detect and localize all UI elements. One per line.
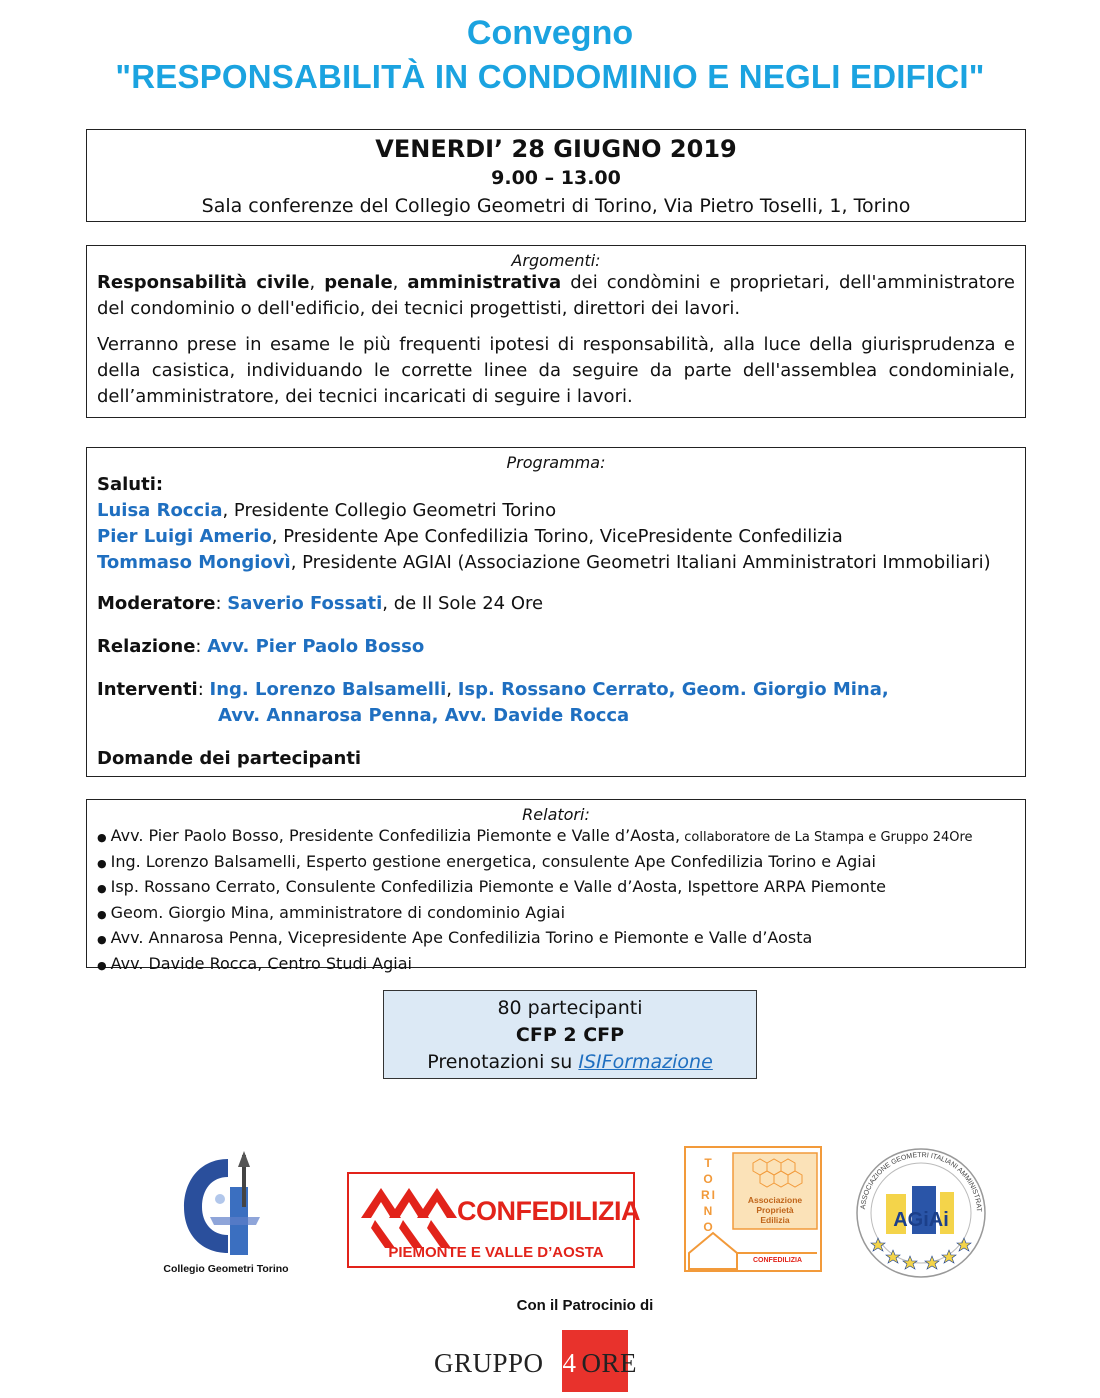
saluti-role: , Presidente Collegio Geometri Torino [222,500,557,521]
saluti-name: Tommaso Mongiovì [97,552,291,573]
bullet-icon: ● [97,958,107,972]
collegio-emblem-icon [150,1147,302,1282]
speaker-extra: collaboratore de La Stampa e Gruppo 24Ore [680,830,973,845]
moderator-affiliation: , de Il Sole 24 Ore [382,593,544,614]
speaker-item [97,850,1015,876]
interventi-label: Interventi [97,679,198,700]
moderator-label: Moderatore [97,593,216,614]
event-title: Convegno [466,14,634,52]
ape-name-line-2: Proprietà [756,1205,794,1215]
ape-subbrand: CONFEDILIZIA [753,1257,802,1264]
bullet-icon: ● [97,933,107,946]
isiformazione-link[interactable]: ISIFormazione [578,1051,713,1073]
agiai-emblem-icon [848,1146,994,1280]
speaker-text: Avv. Davide Rocca, Centro Studi Agiai [110,953,412,973]
confedilizia-mark-icon [359,1180,469,1250]
arguments-sep-1: , [309,272,325,293]
speaker-item [97,824,1015,850]
moderator-name: Saverio Fossati [227,593,383,614]
arguments-civil: Responsabilità civile [97,272,310,293]
arguments-rest: dei condòmini e proprietari, dell'amministratore del condominio o dell'edificio, dei tecnici progettisti, direttori dei lavori. [97,272,1015,319]
relazione-name: Avv. Pier Paolo Bosso [207,636,425,657]
program-box [86,447,1026,777]
speakers-box [86,799,1026,973]
interventi-row: Interventi: Ing. Lorenzo Balsamelli, Isp. Rossano Cerrato, Geom. Giorgio Mina, [97,679,889,700]
arguments-penal: penale [324,272,393,293]
ape-city: TORINO [701,1156,717,1234]
agiai-letters: AGiAi [893,1209,949,1231]
ape-name [735,1195,815,1225]
saluti-role: , Presidente Ape Confedilizia Torino, VicePresidente Confedilizia [271,526,843,547]
arguments-label: Argomenti: [511,251,601,270]
gruppo-number: 24 [548,1348,577,1378]
collegio-caption: Collegio Geometri Torino [163,1263,289,1275]
speaker-text: Geom. Giorgio Mina, amministratore di condominio Agiai [110,902,566,922]
event-subtitle: "RESPONSABILITÀ IN CONDOMINIO E NEGLI EDIFICI" [115,58,985,95]
event-location: Sala conferenze del Collegio Geometri di Torino, Via Pietro Toselli, 1, Torino [201,195,911,217]
bullet-icon: ● [97,882,107,895]
saluti-name: Pier Luigi Amerio [97,526,272,547]
bullet-icon: ● [97,831,107,844]
saluti-row [97,498,1015,524]
gruppo-word-b: ORE [581,1348,638,1378]
speaker-text: Isp. Rossano Cerrato, Consulente Confedilizia Piemonte e Valle d’Aosta, Ispettore ARPA Piemonte [110,877,886,896]
confedilizia-logo [347,1172,640,1268]
arguments-admin: amministrativa [407,272,562,293]
questions-label: Domande dei partecipanti [97,748,362,769]
registration-box [383,990,757,1079]
relazione-label: Relazione [97,636,196,657]
date-box [86,129,1026,222]
sponsorship-label: Con il Patrocinio di [516,1297,654,1314]
relazione-row: Relazione: Avv. Pier Paolo Bosso [97,636,425,657]
speakers-label: Relatori: [522,805,590,824]
arguments-paragraph-1 [97,270,1015,322]
interventi-speakers-2: Isp. Rossano Cerrato, Geom. Giorgio Mina, [457,679,889,700]
saluti-row [97,524,1015,550]
interventi-sep: , [446,679,458,700]
booking-prefix: Prenotazioni su [427,1051,579,1073]
gruppo-word-a: GRUPPO [434,1348,544,1378]
arguments-box [86,245,1026,418]
arguments-paragraph-2: Verranno prese in esame le più frequenti ipotesi di responsabilità, alla luce della giurisprudenza e della casistica, individuando le corrette linee da seguire da parte dell'assemblea condominiale, dell’amministratore, dei tecnici incaricati di seguire i lavori. [97,334,1015,407]
agiai-logo [848,1146,994,1280]
collegio-geometri-logo [150,1147,302,1282]
booking-line [384,1049,756,1076]
ape-name-line-1: Associazione [747,1195,803,1205]
interventi-speakers-3: Avv. Annarosa Penna, Avv. Davide Rocca [218,705,630,726]
cfp-credits: CFP 2 CFP [515,1024,625,1046]
speaker-text: Avv. Annarosa Penna, Vicepresidente Ape Confedilizia Torino e Piemonte e Valle d’Aosta [110,928,813,947]
confedilizia-brand: CONFEDILIZIA [457,1196,640,1226]
gruppo-24ore-logo [432,1330,684,1392]
saluti-label: Saluti: [97,474,164,495]
interventi-speaker-1: Ing. Lorenzo Balsamelli [209,679,447,700]
moderator-row: Moderatore: Saverio Fossati, de Il Sole 24 Ore [97,593,544,614]
speaker-text: Avv. Pier Paolo Bosso, Presidente Confedilizia Piemonte e Valle d’Aosta, [110,826,681,845]
event-date: VENERDI’ 28 GIUGNO 2019 [375,135,737,163]
program-label: Programma: [506,453,606,472]
speaker-item [97,875,1015,901]
saluti-name: Luisa Roccia [97,500,223,521]
bullet-icon: ● [97,907,107,921]
saluti-role: , Presidente AGIAI (Associazione Geometri Italiani Amministratori Immobiliari) [290,552,991,573]
arguments-sep-2: , [392,272,408,293]
event-time: 9.00 – 13.00 [491,167,621,189]
ape-name-line-3: Edilizia [760,1215,790,1225]
bullet-icon: ● [97,856,107,870]
gruppo-wordmark [434,1348,637,1379]
participants-count: 80 partecipanti [497,997,643,1019]
speaker-item [97,901,1015,927]
speaker-item [97,926,1015,952]
interventi-row-2 [97,703,1015,729]
speaker-text: Ing. Lorenzo Balsamelli, Esperto gestione energetica, consulente Ape Confedilizia Torino e Agiai [110,851,876,871]
ape-torino-logo [683,1145,825,1275]
speaker-item [97,952,1015,978]
saluti-row [97,550,1015,576]
confedilizia-region: PIEMONTE E VALLE D’AOSTA [388,1244,604,1261]
agiai-ring-text: ASSOCIAZIONE GEOMETRI ITALIANI AMMINISTRAT [860,1151,983,1213]
